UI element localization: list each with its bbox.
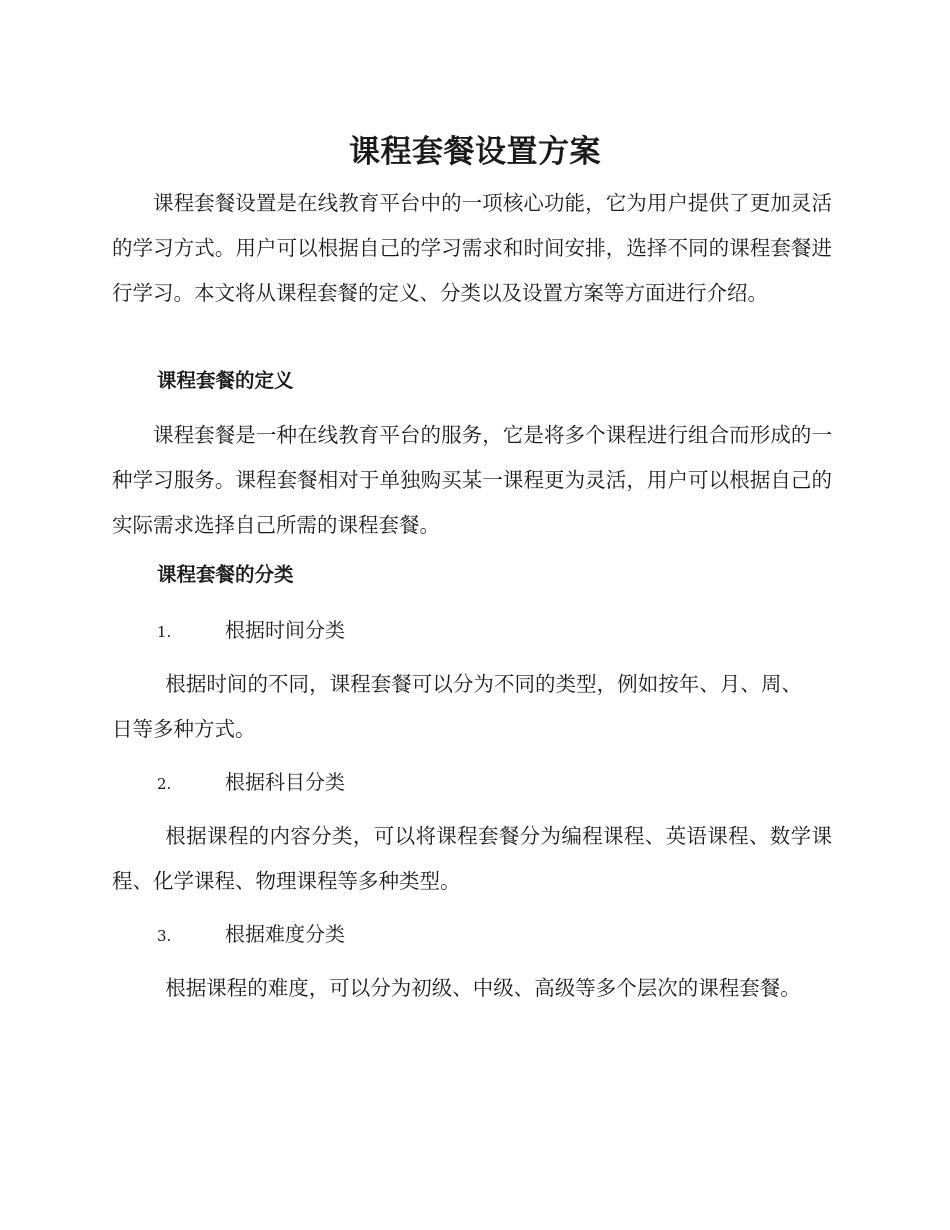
list-item-difficulty xyxy=(157,918,345,952)
list-number: 3. xyxy=(157,927,172,945)
list-number: 1. xyxy=(157,623,172,641)
classification-heading: 课程套餐的分类 xyxy=(157,563,294,586)
list-item-time xyxy=(157,614,345,648)
subject-paragraph: 根据课程的内容分类，可以将课程套餐分为编程课程、英语课程、数学课程、化学课程、物理课程等多种类型。 xyxy=(112,824,832,893)
list-number: 2. xyxy=(157,775,172,793)
list-item-subject xyxy=(157,766,345,800)
definition-paragraph: 课程套餐是一种在线教育平台的服务，它是将多个课程进行组合而形成的一种学习服务。课程套餐相对于单独购买某一课程更为灵活，用户可以根据自己的实际需求选择自己所需的课程套餐。 xyxy=(112,423,832,537)
document-title: 课程套餐设置方案 xyxy=(349,134,601,170)
list-label: 根据难度分类 xyxy=(225,922,345,946)
time-paragraph: 根据时间的不同，课程套餐可以分为不同的类型，例如按年、月、周、日等多种方式。 xyxy=(112,672,802,741)
list-label: 根据科目分类 xyxy=(225,770,345,794)
list-label: 根据时间分类 xyxy=(225,618,345,642)
intro-paragraph: 课程套餐设置是在线教育平台中的一项核心功能，它为用户提供了更加灵活的学习方式。用户可以根据自己的学习需求和时间安排，选择不同的课程套餐进行学习。本文将从课程套餐的定义、分类以及设置方案等方面进行介绍。 xyxy=(112,191,832,305)
difficulty-paragraph: 根据课程的难度，可以分为初级、中级、高级等多个层次的课程套餐。 xyxy=(165,976,801,1000)
definition-heading: 课程套餐的定义 xyxy=(157,369,294,392)
